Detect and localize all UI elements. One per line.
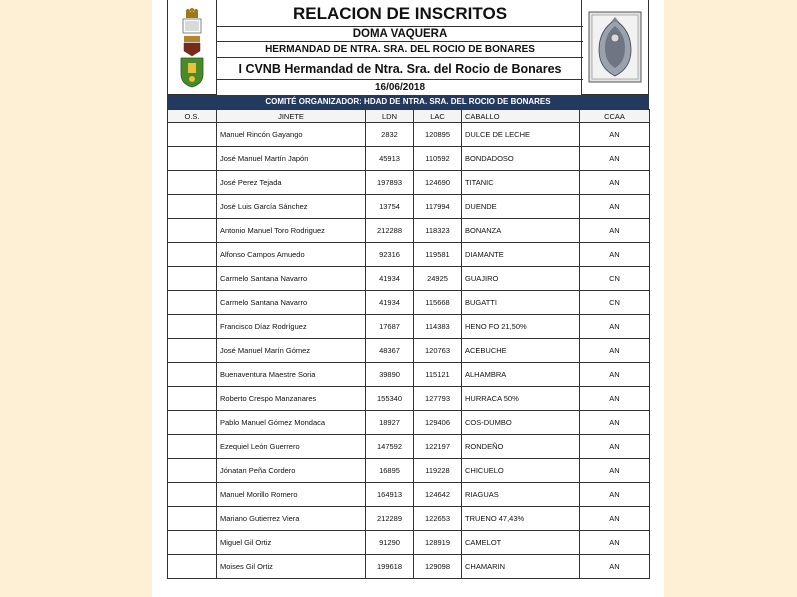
table-row [168, 243, 650, 267]
column-header-caballo: CABALLO [462, 110, 580, 123]
cell-ldn: 41934 [366, 267, 414, 291]
cell-caballo: BONANZA [462, 219, 580, 243]
cell-ccaa: AN [580, 147, 650, 171]
table-row [168, 315, 650, 339]
discipline-label: DOMA VAQUERA [217, 27, 583, 42]
cell-ldn: 17687 [366, 315, 414, 339]
cell-caballo: DIAMANTE [462, 243, 580, 267]
table-row [168, 507, 650, 531]
cell-ldn: 18927 [366, 411, 414, 435]
column-header-os: O.S. [168, 110, 217, 123]
column-header-ldn: LDN [366, 110, 414, 123]
table-row [168, 531, 650, 555]
table-body [168, 123, 650, 579]
cell-caballo: RIAGUAS [462, 483, 580, 507]
cell-jinete: Antonio Manuel Toro Rodriguez [217, 219, 366, 243]
cell-caballo: CHAMARIN [462, 555, 580, 579]
virgin-emblem-logo [581, 0, 649, 95]
cell-lac: 122653 [414, 507, 462, 531]
table-row [168, 123, 650, 147]
cell-os [168, 171, 217, 195]
cell-ccaa: AN [580, 315, 650, 339]
cell-ldn: 155340 [366, 387, 414, 411]
cell-ccaa: AN [580, 171, 650, 195]
table-row [168, 435, 650, 459]
table-header-row [168, 110, 650, 123]
cell-lac: 110592 [414, 147, 462, 171]
cell-jinete: José Manuel Martín Japón [217, 147, 366, 171]
cell-caballo: HENO FO 21,50% [462, 315, 580, 339]
event-date: 16/06/2018 [374, 82, 426, 93]
cell-ldn: 212289 [366, 507, 414, 531]
cell-ldn: 45913 [366, 147, 414, 171]
table-row [168, 339, 650, 363]
cell-lac: 115668 [414, 291, 462, 315]
cell-ccaa: AN [580, 219, 650, 243]
cell-jinete: Mariano Gutierrez Viera [217, 507, 366, 531]
cell-ccaa: AN [580, 363, 650, 387]
cell-jinete: Carmelo Santana Navarro [217, 267, 366, 291]
cell-jinete: José Manuel Marín Gómez [217, 339, 366, 363]
cell-jinete: Miguel Gil Ortiz [217, 531, 366, 555]
cell-os [168, 435, 217, 459]
cell-lac: 124690 [414, 171, 462, 195]
organizer-line: HERMANDAD DE NTRA. SRA. DEL ROCIO DE BONARES [217, 42, 583, 58]
cell-lac: 129098 [414, 555, 462, 579]
cell-ldn: 39890 [366, 363, 414, 387]
cell-ldn: 2832 [366, 123, 414, 147]
cell-caballo: CAMELOT [462, 531, 580, 555]
cell-ldn: 164913 [366, 483, 414, 507]
cell-caballo: CHICUELO [462, 459, 580, 483]
column-header-lac: LAC [414, 110, 462, 123]
cell-ldn: 199618 [366, 555, 414, 579]
table-row [168, 459, 650, 483]
cell-os [168, 243, 217, 267]
cell-ccaa: AN [580, 387, 650, 411]
cell-os [168, 267, 217, 291]
cell-ccaa: AN [580, 339, 650, 363]
cell-os [168, 339, 217, 363]
cell-os [168, 315, 217, 339]
event-name: I CVNB Hermandad de Ntra. Sra. del Rocio de Bonares [217, 58, 583, 80]
cell-lac: 119228 [414, 459, 462, 483]
cell-caballo: RONDEÑO [462, 435, 580, 459]
cell-caballo: HURRACA 50% [462, 387, 580, 411]
table-row [168, 411, 650, 435]
cell-jinete: Manuel Morillo Romero [217, 483, 366, 507]
cell-jinete: José Perez Tejada [217, 171, 366, 195]
cell-os [168, 387, 217, 411]
cell-jinete: José Luis García Sánchez [217, 195, 366, 219]
cell-caballo: BUGATTI [462, 291, 580, 315]
cell-ccaa: AN [580, 483, 650, 507]
cell-ldn: 16895 [366, 459, 414, 483]
cell-ccaa: AN [580, 531, 650, 555]
table-row [168, 171, 650, 195]
cell-os [168, 195, 217, 219]
cell-caballo: DUENDE [462, 195, 580, 219]
table-row [168, 387, 650, 411]
table-row [168, 363, 650, 387]
cell-ccaa: CN [580, 267, 650, 291]
cell-lac: 128919 [414, 531, 462, 555]
cell-ldn: 197893 [366, 171, 414, 195]
cell-caballo: ACEBUCHE [462, 339, 580, 363]
cell-lac: 117994 [414, 195, 462, 219]
cell-os [168, 123, 217, 147]
cell-jinete: Buenaventura Maestre Soria [217, 363, 366, 387]
cell-ldn: 48367 [366, 339, 414, 363]
cell-jinete: Carmelo Santana Navarro [217, 291, 366, 315]
cell-os [168, 555, 217, 579]
table-row [168, 483, 650, 507]
column-header-ccaa: CCAA [580, 110, 650, 123]
cell-ldn: 91290 [366, 531, 414, 555]
cell-jinete: Roberto Crespo Manzanares [217, 387, 366, 411]
cell-lac: 120763 [414, 339, 462, 363]
cell-os [168, 483, 217, 507]
cell-ccaa: AN [580, 459, 650, 483]
cell-jinete: Pablo Manuel Gómez Mondaca [217, 411, 366, 435]
cell-caballo: TITANIC [462, 171, 580, 195]
cell-jinete: Francisco Díaz Rodríguez [217, 315, 366, 339]
coat-of-arms-logo [167, 0, 217, 95]
cell-caballo: COS-DUMBO [462, 411, 580, 435]
cell-lac: 24925 [414, 267, 462, 291]
page-title: RELACION DE INSCRITOS [217, 0, 583, 27]
cell-ldn: 13754 [366, 195, 414, 219]
cell-os [168, 507, 217, 531]
entries-table [167, 109, 650, 579]
header-titles [216, 0, 582, 95]
cell-ccaa: AN [580, 411, 650, 435]
cell-os [168, 459, 217, 483]
cell-ldn: 212288 [366, 219, 414, 243]
cell-ccaa: AN [580, 243, 650, 267]
cell-os [168, 219, 217, 243]
cell-lac: 118323 [414, 219, 462, 243]
cell-jinete: Ezequiel León Guerrero [217, 435, 366, 459]
table-row [168, 555, 650, 579]
cell-lac: 122197 [414, 435, 462, 459]
table-row [168, 267, 650, 291]
cell-lac: 124642 [414, 483, 462, 507]
organizing-committee-banner: COMITÉ ORGANIZADOR: HDAD DE NTRA. SRA. DEL ROCIO DE BONARES [167, 95, 649, 109]
cell-caballo: TRUENO 47,43% [462, 507, 580, 531]
document-sheet [152, 0, 664, 597]
cell-jinete: Jónatan Peña Cordero [217, 459, 366, 483]
cell-caballo: GUAJIRO [462, 267, 580, 291]
cell-lac: 115121 [414, 363, 462, 387]
cell-ccaa: CN [580, 291, 650, 315]
cell-ccaa: AN [580, 123, 650, 147]
cell-ldn: 41934 [366, 291, 414, 315]
cell-lac: 114383 [414, 315, 462, 339]
cell-jinete: Alfonso Campos Amuedo [217, 243, 366, 267]
table-row [168, 291, 650, 315]
cell-os [168, 411, 217, 435]
cell-caballo: ALHAMBRA [462, 363, 580, 387]
cell-os [168, 147, 217, 171]
cell-caballo: BONDADOSO [462, 147, 580, 171]
column-header-jinete: JINETE [217, 110, 366, 123]
cell-lac: 129406 [414, 411, 462, 435]
cell-ccaa: AN [580, 195, 650, 219]
cell-lac: 120895 [414, 123, 462, 147]
cell-os [168, 531, 217, 555]
cell-lac: 119581 [414, 243, 462, 267]
cell-ldn: 147592 [366, 435, 414, 459]
cell-os [168, 291, 217, 315]
table-row [168, 195, 650, 219]
cell-ccaa: AN [580, 507, 650, 531]
cell-jinete: Moises Gil Ortiz [217, 555, 366, 579]
cell-lac: 127793 [414, 387, 462, 411]
cell-ccaa: AN [580, 435, 650, 459]
cell-caballo: DULCE DE LECHE [462, 123, 580, 147]
cell-os [168, 363, 217, 387]
cell-ccaa: AN [580, 555, 650, 579]
cell-jinete: Manuel Rincón Gayango [217, 123, 366, 147]
cell-ldn: 92316 [366, 243, 414, 267]
table-row [168, 147, 650, 171]
table-row [168, 219, 650, 243]
